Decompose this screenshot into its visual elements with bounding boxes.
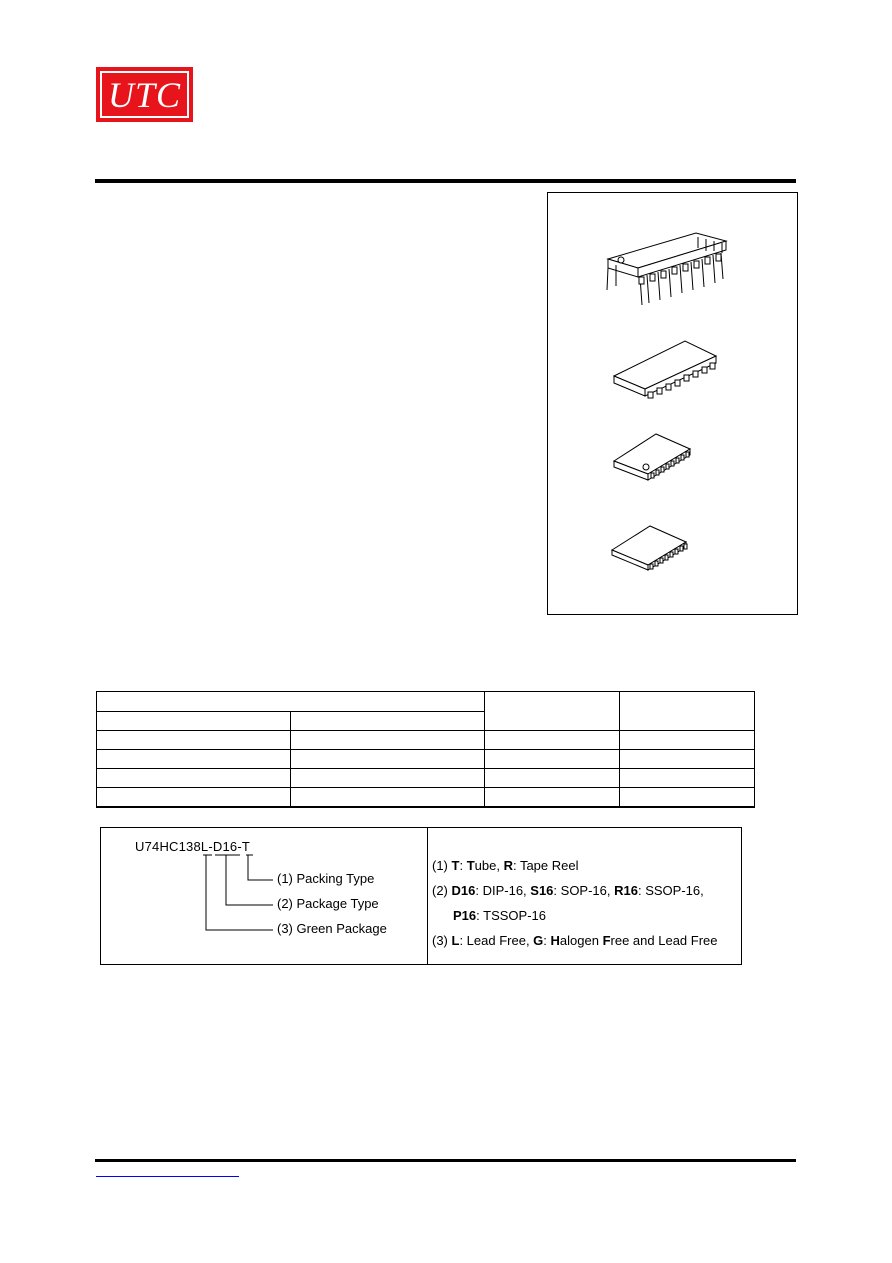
desc-package-type: [432, 883, 704, 898]
sop16-icon: [614, 341, 716, 398]
logo-text: UTC: [107, 74, 182, 115]
part-code-package: D16: [212, 839, 238, 854]
decoder-divider: [427, 828, 428, 964]
footer-website-link[interactable]: [96, 1176, 239, 1177]
part-separator: -: [237, 839, 242, 854]
part-number-decoder: [100, 827, 742, 965]
desc-code: P16: [453, 908, 477, 923]
table-cell: [485, 692, 620, 731]
table-cell: [97, 769, 291, 788]
part-code-green: L: [200, 839, 209, 854]
utc-logo: [96, 67, 193, 122]
desc-text: (3): [432, 933, 452, 948]
table-cell: [291, 788, 485, 807]
table-cell: [97, 750, 291, 769]
desc-text: alogen: [559, 933, 603, 948]
desc-text: : DIP-16,: [475, 883, 531, 898]
desc-code: R: [503, 858, 513, 873]
table-row: [97, 788, 755, 807]
table-cell: [97, 692, 485, 712]
desc-code: T: [466, 858, 475, 873]
part-code-packing: T: [241, 839, 251, 854]
table-cell: [620, 750, 755, 769]
ssop16-icon: [614, 434, 690, 480]
desc-text: ree and Lead Free: [610, 933, 718, 948]
desc-code: G: [533, 933, 544, 948]
desc-code: T: [451, 858, 460, 873]
table-cell: [291, 750, 485, 769]
table-cell: [620, 692, 755, 731]
table-row: [97, 750, 755, 769]
desc-packing-type: [432, 858, 578, 873]
table-cell: [485, 788, 620, 807]
legend-packing-type: (1) Packing Type: [277, 871, 375, 886]
table-cell: [97, 788, 291, 807]
ordering-information-table: [96, 691, 755, 808]
table-cell: [620, 731, 755, 750]
legend-package-type: (2) Package Type: [277, 896, 379, 911]
table-cell: [485, 750, 620, 769]
desc-text: :: [543, 933, 551, 948]
table-cell: [291, 769, 485, 788]
desc-green-package: [432, 933, 718, 948]
desc-text: : Lead Free,: [459, 933, 534, 948]
table-cell: [97, 731, 291, 750]
desc-text: : Tape Reel: [512, 858, 579, 873]
desc-code: R16: [614, 883, 638, 898]
desc-text: : TSSOP-16: [476, 908, 546, 923]
desc-code: D16: [451, 883, 476, 898]
dip16-icon: [607, 233, 726, 305]
desc-text: (1): [432, 858, 452, 873]
desc-code: L: [451, 933, 460, 948]
table-cell: [620, 769, 755, 788]
table-row: [97, 769, 755, 788]
desc-code: F: [602, 933, 611, 948]
table-row: [97, 731, 755, 750]
package-illustrations-box: [547, 192, 798, 615]
legend-green-package: (3) Green Package: [277, 921, 387, 936]
header-rule: [95, 179, 796, 183]
part-base: U74HC138: [135, 839, 201, 854]
desc-package-type-cont: [453, 908, 546, 923]
desc-text: : SSOP-16,: [637, 883, 704, 898]
tssop16-icon: [612, 526, 687, 570]
desc-text: : SOP-16,: [553, 883, 615, 898]
table-row: [97, 692, 755, 712]
part-separator: -: [208, 839, 213, 854]
table-cell: [485, 731, 620, 750]
table-cell: [620, 788, 755, 807]
desc-text: :: [459, 858, 467, 873]
package-illustrations: [548, 193, 799, 616]
table-cell: [97, 712, 291, 731]
desc-text: (2): [432, 883, 452, 898]
logo-frame: [100, 71, 189, 118]
desc-text: ube,: [474, 858, 504, 873]
table-cell: [291, 712, 485, 731]
desc-code: H: [550, 933, 560, 948]
table-cell: [485, 769, 620, 788]
table-cell: [291, 731, 485, 750]
desc-code: S16: [530, 883, 554, 898]
footer-rule: [95, 1159, 796, 1162]
